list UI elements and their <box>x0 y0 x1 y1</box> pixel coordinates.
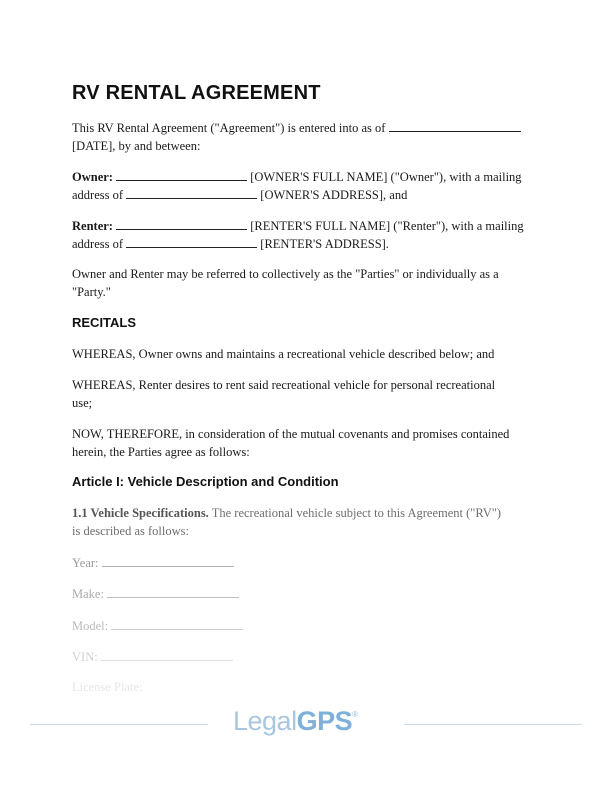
section-1-1-paragraph <box>72 504 544 540</box>
footer-divider-left <box>30 724 208 725</box>
renter-name-placeholder: [RENTER'S FULL NAME] ("Renter"), with a mailing <box>250 219 524 233</box>
document-title: RV RENTAL AGREEMENT <box>72 82 321 104</box>
renter-address-prefix: address of <box>72 237 124 251</box>
year-blank[interactable] <box>102 555 234 567</box>
owner-paragraph <box>72 168 544 204</box>
renter-paragraph <box>72 217 544 253</box>
intro-text-2: [DATE], by and between: <box>72 139 201 153</box>
recitals-heading: RECITALS <box>72 315 137 330</box>
renter-address-blank[interactable] <box>126 236 257 248</box>
owner-address-placeholder: [OWNER'S ADDRESS], and <box>260 188 408 202</box>
renter-label: Renter: <box>72 219 113 233</box>
make-field <box>72 586 239 602</box>
vin-label: VIN: <box>72 650 98 664</box>
section-1-1-text-2: is described as follows: <box>72 524 189 538</box>
logo-text-bold: GPS <box>296 706 353 736</box>
parties-text-2: "Party." <box>72 285 111 299</box>
whereas-paragraph-2 <box>72 376 544 412</box>
footer-divider-right <box>404 724 582 725</box>
vin-blank[interactable] <box>101 649 233 661</box>
model-label: Model: <box>72 619 109 633</box>
section-1-1-label: 1.1 Vehicle Specifications. <box>72 506 209 520</box>
owner-address-blank[interactable] <box>126 187 257 199</box>
license-plate-field <box>72 680 142 695</box>
owner-label: Owner: <box>72 170 113 184</box>
parties-text: Owner and Renter may be referred to collectively as the "Parties" or individually as a <box>72 267 499 281</box>
whereas-2-text: WHEREAS, Renter desires to rent said recreational vehicle for personal recreational <box>72 378 496 392</box>
make-blank[interactable] <box>107 586 239 598</box>
now-therefore-text: NOW, THEREFORE, in consideration of the mutual covenants and promises contained <box>72 427 510 441</box>
whereas-paragraph-1: WHEREAS, Owner owns and maintains a recreational vehicle described below; and <box>72 347 495 361</box>
now-therefore-paragraph <box>72 425 544 461</box>
year-label: Year: <box>72 556 99 570</box>
vin-field <box>72 649 233 665</box>
article-1-heading: Article I: Vehicle Description and Condition <box>72 474 339 489</box>
year-field <box>72 555 234 571</box>
logo-text-light: Legal <box>233 706 297 736</box>
registered-mark-icon: ® <box>352 710 358 719</box>
renter-name-blank[interactable] <box>116 218 247 230</box>
intro-paragraph <box>72 119 544 155</box>
now-therefore-text-2: herein, the Parties agree as follows: <box>72 445 250 459</box>
legalgps-logo <box>233 706 358 737</box>
owner-name-blank[interactable] <box>116 169 247 181</box>
owner-address-prefix: address of <box>72 188 124 202</box>
model-field <box>72 618 243 634</box>
whereas-2-text-2: use; <box>72 396 93 410</box>
make-label: Make: <box>72 587 104 601</box>
parties-paragraph <box>72 265 544 301</box>
license-plate-label: License Plate: <box>72 680 143 694</box>
owner-name-placeholder: [OWNER'S FULL NAME] ("Owner"), with a mailing <box>250 170 522 184</box>
intro-text: This RV Rental Agreement ("Agreement") is entered into as of <box>72 121 386 135</box>
section-1-1-text: The recreational vehicle subject to this Agreement ("RV") <box>211 506 502 520</box>
date-blank[interactable] <box>389 120 521 132</box>
renter-address-placeholder: [RENTER'S ADDRESS]. <box>260 237 389 251</box>
model-blank[interactable] <box>111 618 243 630</box>
